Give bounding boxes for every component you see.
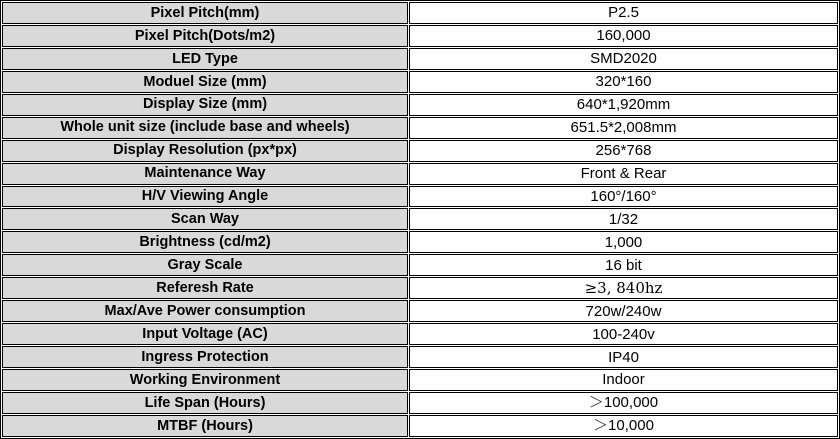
spec-label: Pixel Pitch(Dots/m2) bbox=[2, 25, 408, 47]
spec-label: Whole unit size (include base and wheels) bbox=[2, 117, 408, 139]
spec-label: Maintenance Way bbox=[2, 163, 408, 185]
spec-row bbox=[2, 392, 838, 414]
spec-value: ≥3, 840hz bbox=[409, 277, 838, 299]
spec-label: H/V Viewing Angle bbox=[2, 186, 408, 208]
spec-row bbox=[2, 94, 838, 116]
spec-label: Ingress Protection bbox=[2, 346, 408, 368]
spec-label: Display Size (mm) bbox=[2, 94, 408, 116]
spec-row bbox=[2, 254, 838, 276]
spec-value: 1/32 bbox=[409, 208, 838, 230]
spec-value: 256*768 bbox=[409, 140, 838, 162]
spec-row bbox=[2, 2, 838, 24]
spec-label: Life Span (Hours) bbox=[2, 392, 408, 414]
spec-value: ＞10,000 bbox=[409, 415, 838, 437]
spec-row bbox=[2, 277, 838, 299]
spec-value: 160°/160° bbox=[409, 186, 838, 208]
spec-value: Indoor bbox=[409, 369, 838, 391]
spec-row bbox=[2, 71, 838, 93]
spec-value: 100-240v bbox=[409, 323, 838, 345]
spec-value: 1,000 bbox=[409, 231, 838, 253]
spec-value: 651.5*2,008mm bbox=[409, 117, 838, 139]
spec-row bbox=[2, 117, 838, 139]
spec-row bbox=[2, 300, 838, 322]
spec-value: Front & Rear bbox=[409, 163, 838, 185]
spec-label: LED Type bbox=[2, 48, 408, 70]
spec-label: Gray Scale bbox=[2, 254, 408, 276]
spec-row bbox=[2, 163, 838, 185]
spec-value: 160,000 bbox=[409, 25, 838, 47]
spec-label: Scan Way bbox=[2, 208, 408, 230]
spec-row bbox=[2, 369, 838, 391]
spec-row bbox=[2, 25, 838, 47]
spec-row bbox=[2, 48, 838, 70]
spec-label: Input Voltage (AC) bbox=[2, 323, 408, 345]
spec-value: 16 bit bbox=[409, 254, 838, 276]
spec-row bbox=[2, 415, 838, 437]
spec-label: Pixel Pitch(mm) bbox=[2, 2, 408, 24]
spec-label: Referesh Rate bbox=[2, 277, 408, 299]
spec-value: ＞100,000 bbox=[409, 392, 838, 414]
spec-label: Moduel Size (mm) bbox=[2, 71, 408, 93]
spec-value: 720w/240w bbox=[409, 300, 838, 322]
spec-label: Brightness (cd/m2) bbox=[2, 231, 408, 253]
spec-value: 320*160 bbox=[409, 71, 838, 93]
spec-row bbox=[2, 346, 838, 368]
spec-row bbox=[2, 323, 838, 345]
spec-label: MTBF (Hours) bbox=[2, 415, 408, 437]
spec-value: 640*1,920mm bbox=[409, 94, 838, 116]
spec-row bbox=[2, 140, 838, 162]
spec-value: SMD2020 bbox=[409, 48, 838, 70]
spec-value: IP40 bbox=[409, 346, 838, 368]
spec-label: Max/Ave Power consumption bbox=[2, 300, 408, 322]
spec-row bbox=[2, 208, 838, 230]
spec-value: P2.5 bbox=[409, 2, 838, 24]
spec-row bbox=[2, 186, 838, 208]
spec-label: Working Environment bbox=[2, 369, 408, 391]
spec-row bbox=[2, 231, 838, 253]
spec-label: Display Resolution (px*px) bbox=[2, 140, 408, 162]
